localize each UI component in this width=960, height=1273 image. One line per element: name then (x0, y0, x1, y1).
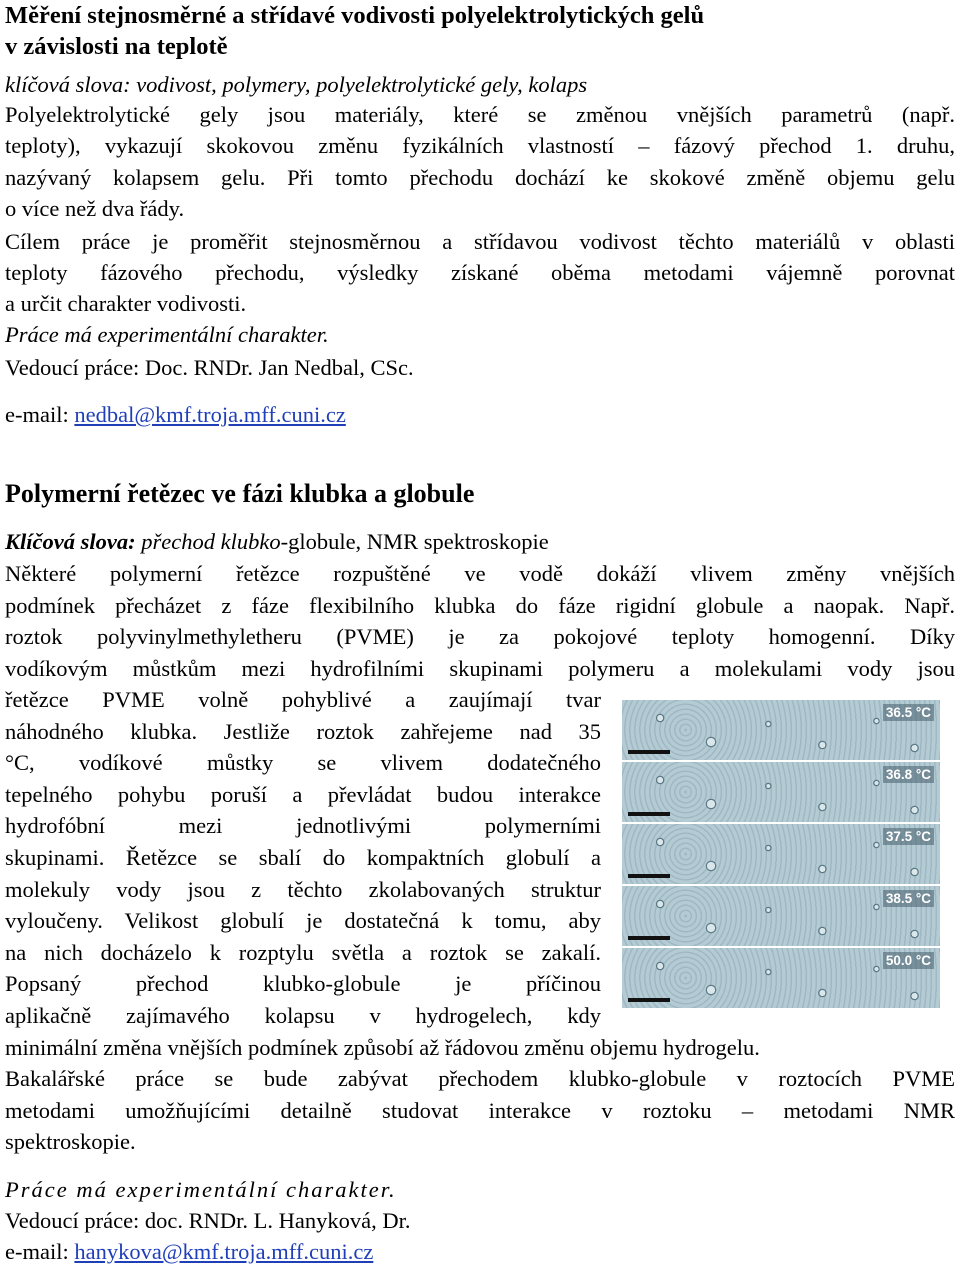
section1-email-link[interactable]: nedbal@kmf.troja.mff.cuni.cz (74, 402, 346, 427)
section2-wrap-line: skupinami. Řetězce se sbalí do kompaktních globulí a (5, 845, 601, 870)
section2-title: Polymerní řetězec ve fázi klubka a globule (5, 479, 475, 508)
temperature-label: 37.5 °C (883, 828, 934, 845)
section1-email-line (5, 399, 346, 430)
section1-keywords: klíčová slova: vodivost, polymery, polyelektrolytické gely, kolaps (5, 72, 588, 97)
section2-keywords-label: Klíčová slova: (5, 529, 136, 554)
section1-character: Práce má experimentální charakter. (5, 322, 329, 347)
temperature-label: 50.0 °C (883, 952, 934, 969)
section2-keywords-rest: -globule, NMR spektroskopie (280, 529, 549, 554)
section1-title-line2: v závislosti na teplotě (5, 33, 228, 60)
micrograph-panel (622, 824, 940, 884)
section1-body-line: teploty fázového přechodu, výsledky získané oběma metodami vájemně porovnat (5, 260, 955, 285)
micrograph-panel (622, 762, 940, 822)
section2-email-line (5, 1236, 373, 1267)
section2-wrap-line: hydrofóbní mezi jednotlivými polymerními (5, 813, 601, 838)
section1-body-line: teploty), vykazují skokovou změnu fyzikálních vlastností – fázový přechod 1. druhu, (5, 133, 955, 158)
section1-email-label: e-mail: (5, 402, 75, 427)
section2-supervisor: Vedoucí práce: doc. RNDr. L. Hanyková, Dr. (5, 1208, 411, 1233)
temperature-label: 36.5 °C (883, 704, 934, 721)
section1-title-line1: Měření stejnosměrné a střídavé vodivosti polyelektrolytických gelů (5, 2, 705, 29)
section2-wrap-line: tepelného pohybu poruší a převládat budou interakce (5, 782, 601, 807)
section1-body-line: o více než dva řády. (5, 196, 185, 221)
micrograph-figure (622, 700, 940, 1012)
section1-body-line: Polyelektrolytické gely jsou materiály, které se změnou vnějších parametrů (např. (5, 102, 955, 127)
section2-email-link[interactable]: hanykova@kmf.troja.mff.cuni.cz (74, 1239, 374, 1264)
section2-wrap-line: náhodného klubka. Jestliže roztok zahřejeme nad 35 (5, 719, 601, 744)
temperature-label: 38.5 °C (883, 890, 934, 907)
scale-bar (628, 936, 670, 940)
section2-wrap-line: °C, vodíkové můstky se vlivem dodatečného (5, 750, 601, 775)
scale-bar (628, 874, 670, 878)
section2-body-after-line: minimální změna vnějších podmínek způsobí až řádovou změnu objemu hydrogelu. (5, 1035, 760, 1060)
section1-body-line: a určit charakter vodivosti. (5, 291, 247, 316)
temperature-label: 36.8 °C (883, 766, 934, 783)
section1-body-line: Cílem práce je proměřit stejnosměrnou a střídavou vodivost těchto materiálů v oblasti (5, 229, 955, 254)
section2-body-after-line: metodami umožňujícími detailně studovat interakce v roztoku – metodami NMR (5, 1098, 955, 1123)
scale-bar (628, 812, 670, 816)
section2-wrap-line: vyloučeny. Velikost globulí je dostatečná k tomu, aby (5, 908, 601, 933)
section1-supervisor: Vedoucí práce: Doc. RNDr. Jan Nedbal, CSc. (5, 355, 414, 380)
scale-bar (628, 998, 670, 1002)
section2-body-after-line: Bakalářské práce se bude zabývat přechodem klubko-globule v roztocích PVME (5, 1066, 955, 1091)
micrograph-panel (622, 948, 940, 1008)
micrograph-panel (622, 700, 940, 760)
section2-body-line: podmínek přecházet z fáze flexibilního klubka do fáze rigidní globule a naopak. Např. (5, 593, 955, 618)
section2-body-line: Některé polymerní řetězce rozpuštěné ve vodě dokáží vlivem změny vnějších (5, 561, 955, 586)
section2-email-label: e-mail: (5, 1239, 75, 1264)
section2-keywords-italic: přechod klubko (135, 529, 281, 554)
section2-body-line: vodíkovým můstkům mezi hydrofilními skupinami polymeru a molekulami vody jsou (5, 656, 955, 681)
section2-body-line: roztok polyvinylmethyletheru (PVME) je za pokojové teploty homogenní. Díky (5, 624, 955, 649)
scale-bar (628, 750, 670, 754)
section2-wrap-line: aplikačně zajímavého kolapsu v hydrogelech, kdy (5, 1003, 601, 1028)
section2-keywords (5, 526, 549, 557)
section2-wrap-line: na nich docházelo k rozptylu světla a roztok se zakalí. (5, 940, 601, 965)
section2-wrap-line: molekuly vody jsou z těchto zkolabovaných struktur (5, 877, 601, 902)
section2-body-after-line: spektroskopie. (5, 1129, 136, 1154)
section2-wrap-line: Popsaný přechod klubko-globule je příčinou (5, 971, 601, 996)
section2-character: Práce má experimentální charakter. (5, 1177, 397, 1202)
micrograph-panel (622, 886, 940, 946)
section1-body-line: nazývaný kolapsem gelu. Při tomto přechodu dochází ke skokové změně objemu gelu (5, 165, 955, 190)
section2-wrap-line: řetězce PVME volně pohyblivé a zaujímají tvar (5, 687, 601, 712)
